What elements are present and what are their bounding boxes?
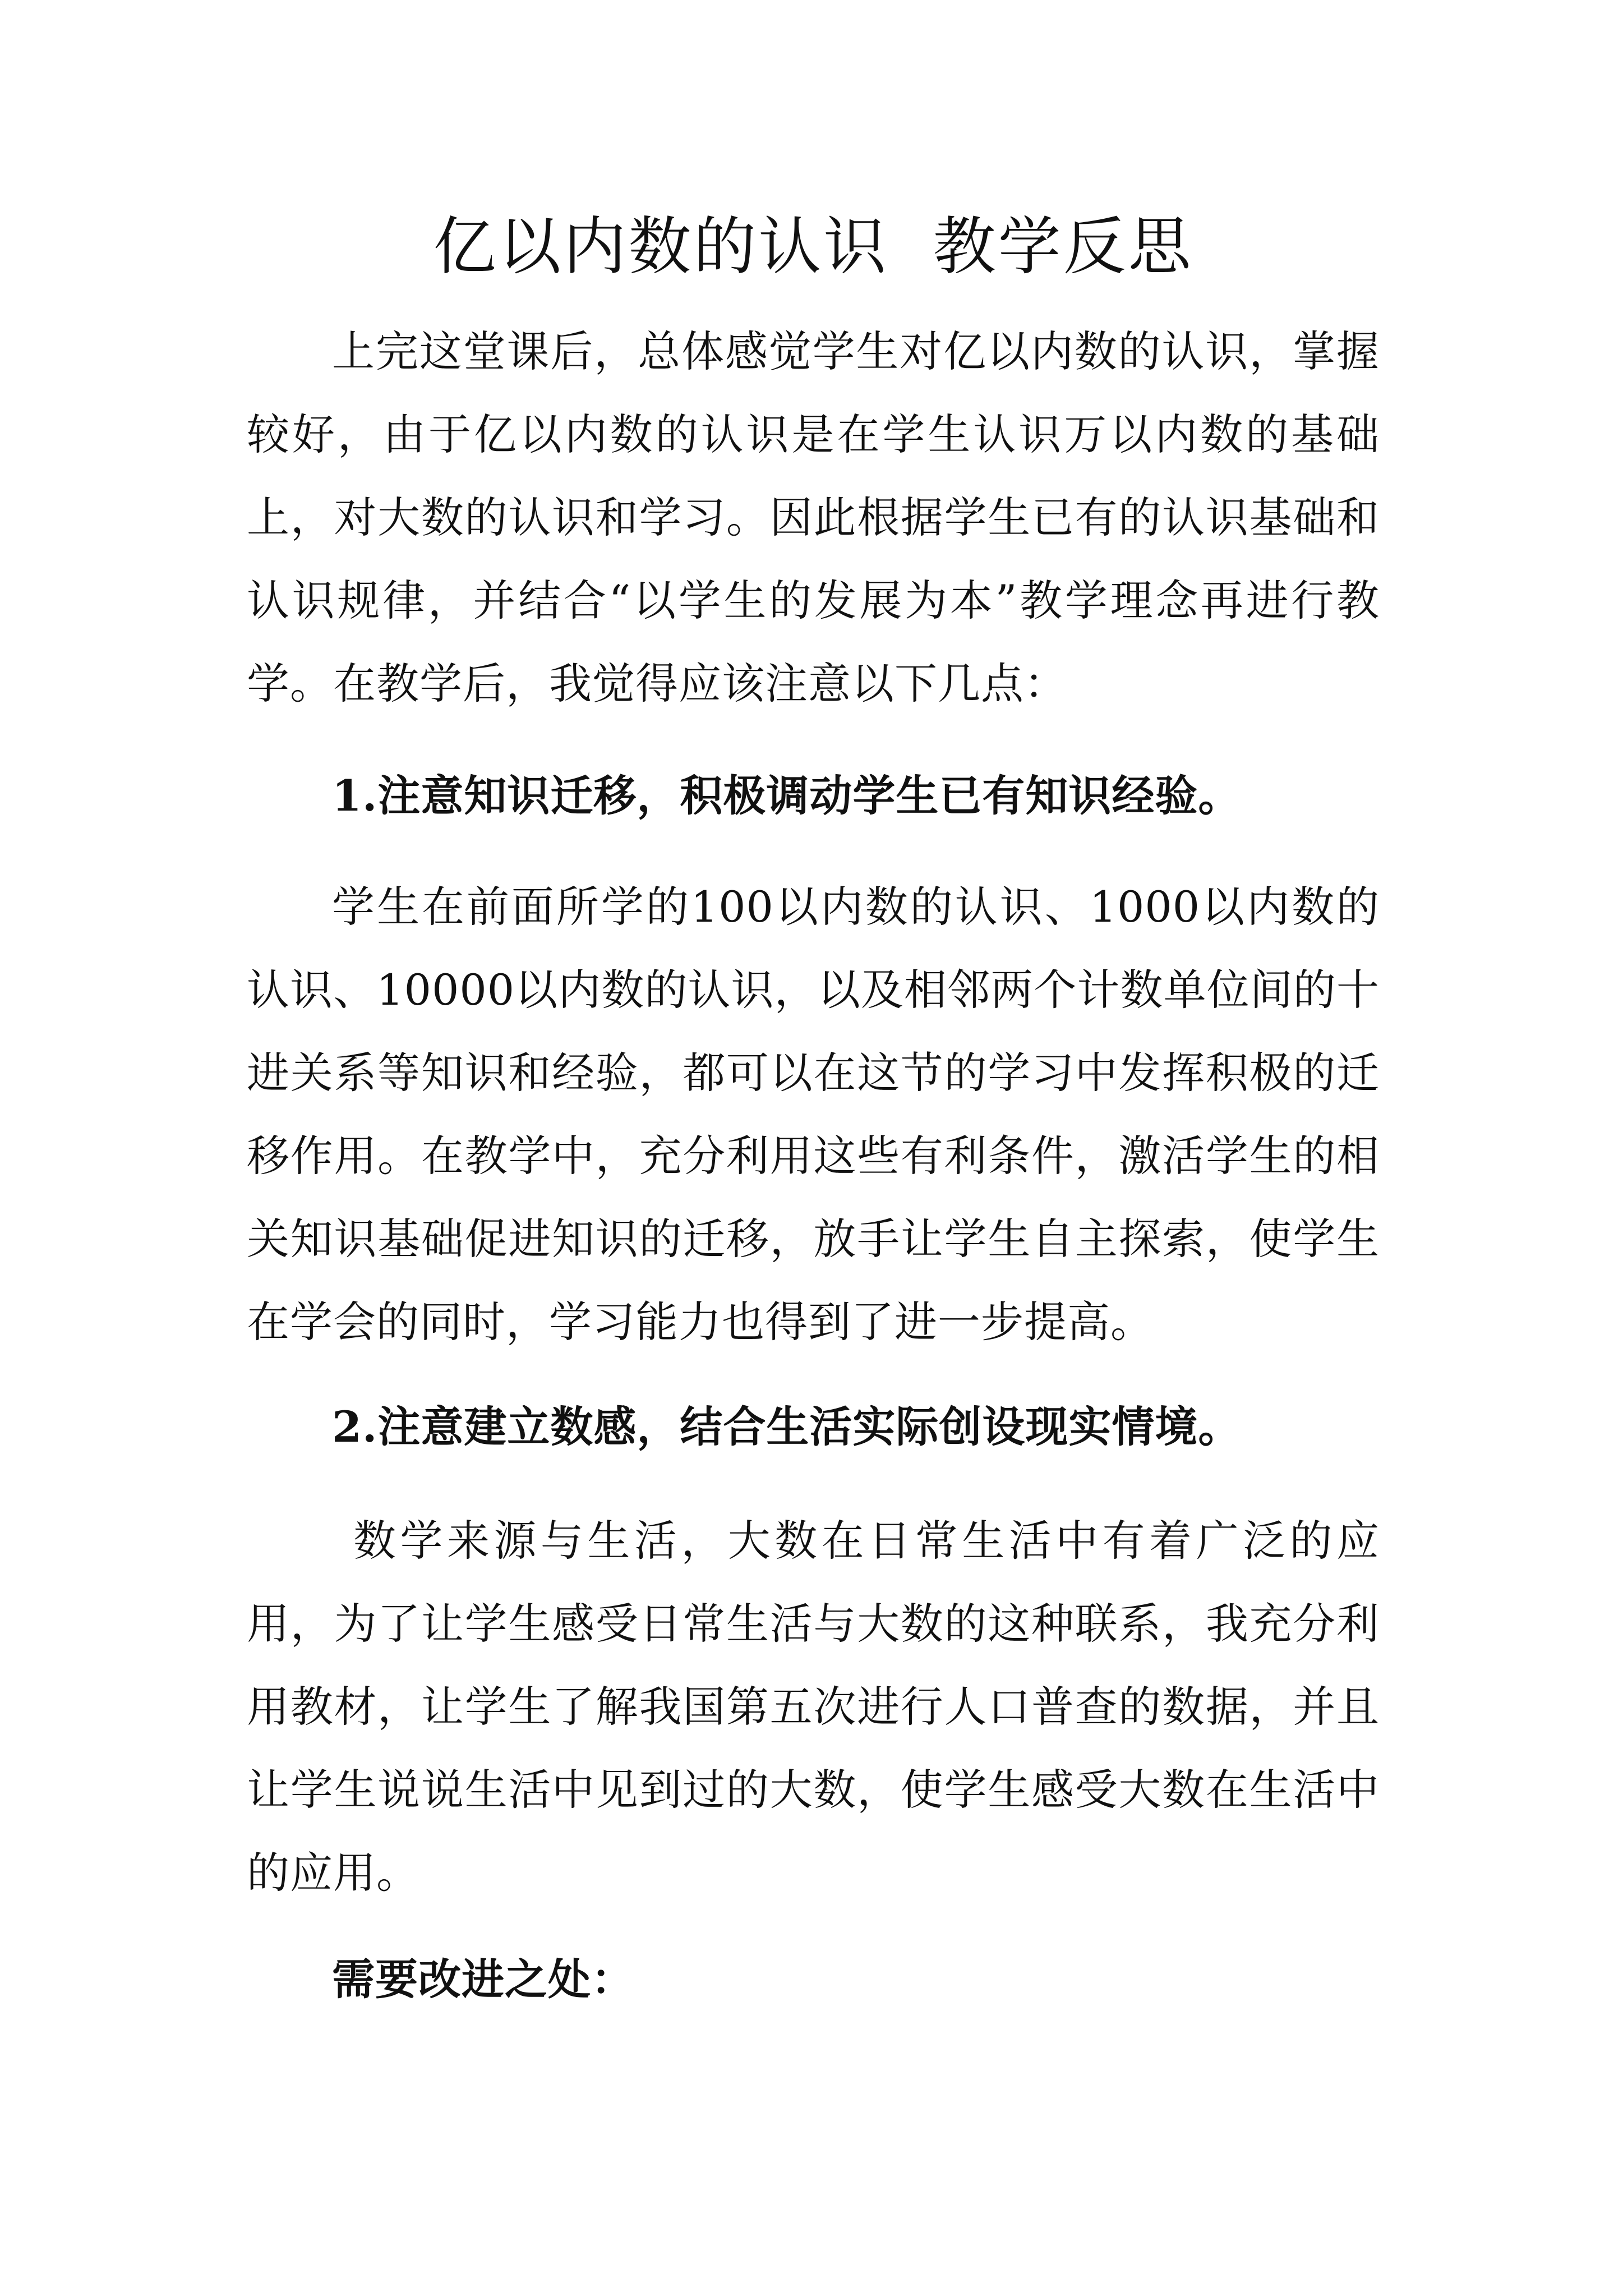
section1-heading: 1.注意知识迁移，积极调动学生已有知识经验。: [332, 771, 1242, 821]
intro-paragraph: 上完这堂课后，总体感觉学生对亿以内数的认识，掌握较好，由于亿以内数的认识是在学生认识万以内数的基础上，对大数的认识和学习。因此根据学生已有的认识基础和认识规律，并结合“以学生的发展为本”教学理念再进行教学。在教学后，我觉得应该注意以下几点：: [247, 326, 1380, 708]
section2-paragraph: 数学来源与生活，大数在日常生活中有着广泛的应用，为了让学生感受日常生活与大数的这种联系，我充分利用教材，让学生了解我国第五次进行人口普查的数据，并且让学生说说生活中见到过的大数，使学生感受大数在生活中的应用。: [247, 1516, 1380, 1898]
section2-heading: 2.注意建立数感，结合生活实际创设现实情境。: [332, 1402, 1242, 1452]
section1-paragraph: 学生在前面所学的100以内数的认识、1000以内数的认识、10000以内数的认识，以及相邻两个计数单位间的十进关系等知识和经验，都可以在这节的学习中发挥积极的迁移作用。在教学中，充分利用这些有利条件，激活学生的相关知识基础促进知识的迁移，放手让学生自主探索，使学生在学会的同时，学习能力也得到了进一步提高。: [247, 882, 1380, 1347]
document-title: 亿以内数的认识 教学反思: [433, 210, 1193, 283]
improvement-heading: 需要改进之处：: [332, 1954, 634, 2004]
document-page: [247, 0, 1380, 2296]
